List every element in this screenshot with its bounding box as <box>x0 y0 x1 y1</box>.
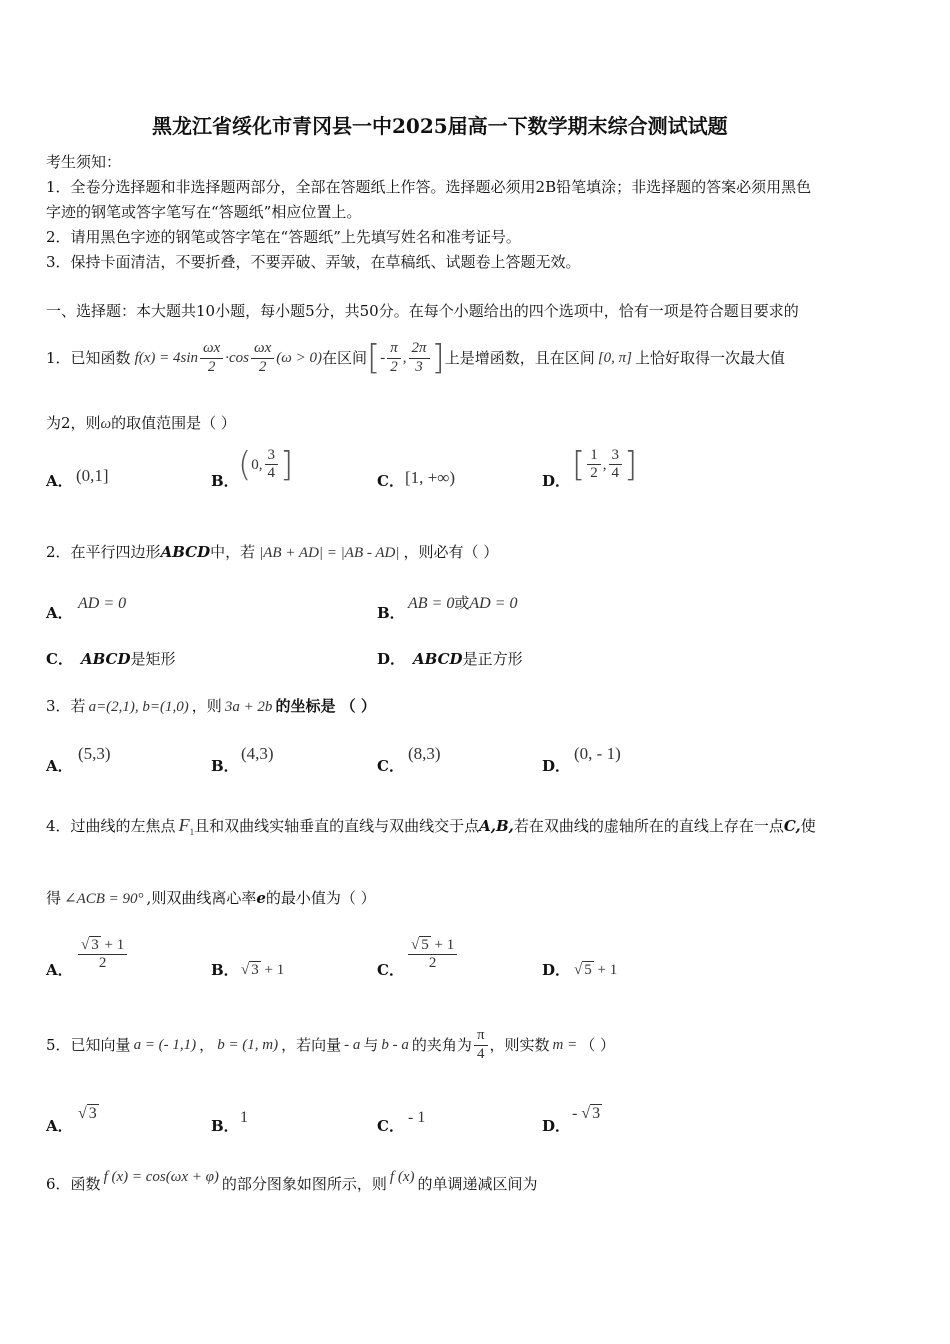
math-expression: 3a + 2b <box>224 699 273 715</box>
question-1-line-2 <box>46 414 236 433</box>
question-5: 5． 已知向量 a = (- 1,1) ， b = (1, m) ，若向量 - a 与 b - a 的夹角为 $\frac{\pi}{4}$ ，则实数 m = （ ） <box>46 1027 616 1062</box>
option-d[interactable]: D． <box>542 757 571 775</box>
math-expression: ∠ACB = 90° <box>64 891 144 907</box>
option-a-value: √ 3 <box>78 1105 97 1122</box>
option-c-value: [1, +∞) <box>405 468 456 487</box>
question-2: 2．在平行四边形ABCD中，若 |AB + AD| = |AB - AD| ，则必有（ ） <box>46 543 499 561</box>
minus-sign: - <box>380 350 386 366</box>
option-a[interactable]: A． <box>46 757 73 775</box>
math-expression: (ω > 0) <box>276 350 322 366</box>
option-d-value: √ 5 + 1 <box>574 962 618 978</box>
question-4-line-2: 得 ∠ACB = 90° ,则双曲线离心率e的最小值为（ ） <box>46 889 376 907</box>
option-c-value: (8,3) <box>408 744 441 763</box>
option-b[interactable]: B． <box>211 961 239 979</box>
math-expression: ·cos <box>225 350 250 366</box>
math-expression: f (x) <box>389 1169 415 1185</box>
option-c[interactable]: C． <box>377 1117 404 1135</box>
right-bracket: ] <box>431 338 445 378</box>
option-c[interactable]: C． <box>377 472 404 490</box>
question-text: 已知函数 <box>70 349 131 367</box>
option-d[interactable]: D． <box>542 961 571 979</box>
option-b-value: √ 3 + 1 <box>241 962 285 978</box>
notice-heading: 考生须知： <box>46 153 122 171</box>
math-expression: a = (- 1,1) <box>133 1037 197 1053</box>
fraction: $\frac{\omega x}{2}$ <box>251 340 274 376</box>
page-title: 黑龙江省绥化市青冈县一中2025届高一下数学期末综合测试试题 <box>152 114 728 138</box>
left-bracket: [ <box>366 338 381 378</box>
question-3: 3．若 a=(2,1), b=(1,0) ，则 3a + 2b 的坐标是 （ ） <box>46 697 376 715</box>
section-heading: 一、选择题：本大题共10小题，每小题5分，共50分。在每个小题给出的四个选项中，恰有一项是符合题目要求的 <box>46 302 799 320</box>
question-text: 上是增函数，且在区间 <box>444 349 595 367</box>
option-a-value: AD = 0 <box>78 595 127 612</box>
option-c-value: - 1 <box>408 1109 426 1126</box>
option-d[interactable]: D． ABCD是正方形 <box>377 650 523 668</box>
option-b-value: AB = 0或AD = 0 <box>408 594 518 612</box>
option-b[interactable]: B． <box>211 1117 239 1135</box>
option-a[interactable]: A． <box>46 472 73 490</box>
question-1: 1． 已知函数 f(x) = 4sin $\frac{\omega x}{2}$ ·cos $\frac{\omega x}{2}$ (ω > 0) 在区间 [ - $\frac{\pi}{2}$ , $\frac{2\pi}{3}$ ] 上是增函数，且在区间 [0, π] 上恰好取得一次最大值 <box>46 338 786 378</box>
fraction: $\frac{\omega x}{2}$ <box>200 340 223 376</box>
option-d[interactable]: D． <box>542 1117 571 1135</box>
fraction: $\frac{2\pi}{3}$ <box>409 340 430 376</box>
question-6: 6．函数 f (x) = cos(ωx + φ) 的部分图象如图所示，则 f (x) 的单调递减区间为 <box>46 1169 538 1193</box>
question-text: 为2，则 <box>46 414 101 432</box>
question-text: 在区间 <box>321 349 367 367</box>
option-c[interactable]: C． ABCD是矩形 <box>46 650 176 668</box>
math-expression: b = (1, m) <box>217 1037 279 1053</box>
option-b[interactable]: B． <box>211 757 239 775</box>
math-expression: f (x) = cos(ωx + φ) <box>103 1169 219 1185</box>
option-b[interactable]: B． <box>377 604 405 622</box>
math-expression: a=(2,1), b=(1,0) <box>88 699 189 715</box>
question-text: 上恰好取得一次最大值 <box>635 349 786 367</box>
question-text: 的取值范围是（ ） <box>111 414 236 432</box>
question-number: 1． <box>46 349 71 367</box>
option-d[interactable]: D． <box>542 472 571 490</box>
notice-item: 3．保持卡面清洁，不要折叠，不要弄破、弄皱，在草稿纸、试题卷上答题无效。 <box>46 253 581 271</box>
option-c-value: $\frac{√ 5 + 1}{2}$ <box>406 937 459 973</box>
fraction: $\frac{\pi}{2}$ <box>387 340 401 376</box>
option-a-value: (0,1] <box>76 466 109 485</box>
option-a-value: (5,3) <box>78 744 111 763</box>
notice-item: 2．请用黑色字迹的钢笔或答字笔在“答题纸”上先填写姓名和准考证号。 <box>46 228 521 246</box>
math-expression: |AB + AD| = |AB - AD| <box>259 545 400 561</box>
option-a-value: $\frac{√ 3 + 1}{2}$ <box>76 937 129 973</box>
option-b-value: 1 <box>240 1109 248 1126</box>
option-b-value: ( 0, $\frac{3}{4}$ ] <box>238 444 294 485</box>
option-a[interactable]: A． <box>46 604 73 622</box>
math-expression: f(x) = 4sin <box>134 350 199 366</box>
notice-item: 字迹的钢笔或答字笔写在“答题纸”相应位置上。 <box>46 203 362 221</box>
notice-item: 1．全卷分选择题和非选择题两部分，全部在答题纸上作答。选择题必须用2B铅笔填涂；非选择题的答案必须用黑色 <box>46 178 812 196</box>
option-d-value: - √ 3 <box>572 1105 601 1122</box>
math-expression: [0, π] <box>597 350 633 366</box>
option-b-value: (4,3) <box>241 744 274 763</box>
option-b[interactable]: B． <box>211 472 239 490</box>
option-d-value: (0, - 1) <box>574 744 621 763</box>
option-a[interactable]: A． <box>46 1117 73 1135</box>
math-symbol: ω <box>100 416 112 432</box>
question-4: 4．过曲线的左焦点 $F_1$且和双曲线实轴垂直的直线与双曲线交于点A,B,若在双曲线的虚轴所在的直线上存在一点C,使 <box>46 815 816 837</box>
option-c[interactable]: C． <box>377 961 404 979</box>
option-c[interactable]: C． <box>377 757 404 775</box>
option-d-value: [ $\frac{1}{2}$ , $\frac{3}{4}$ ] <box>572 444 638 485</box>
option-a[interactable]: A． <box>46 961 73 979</box>
